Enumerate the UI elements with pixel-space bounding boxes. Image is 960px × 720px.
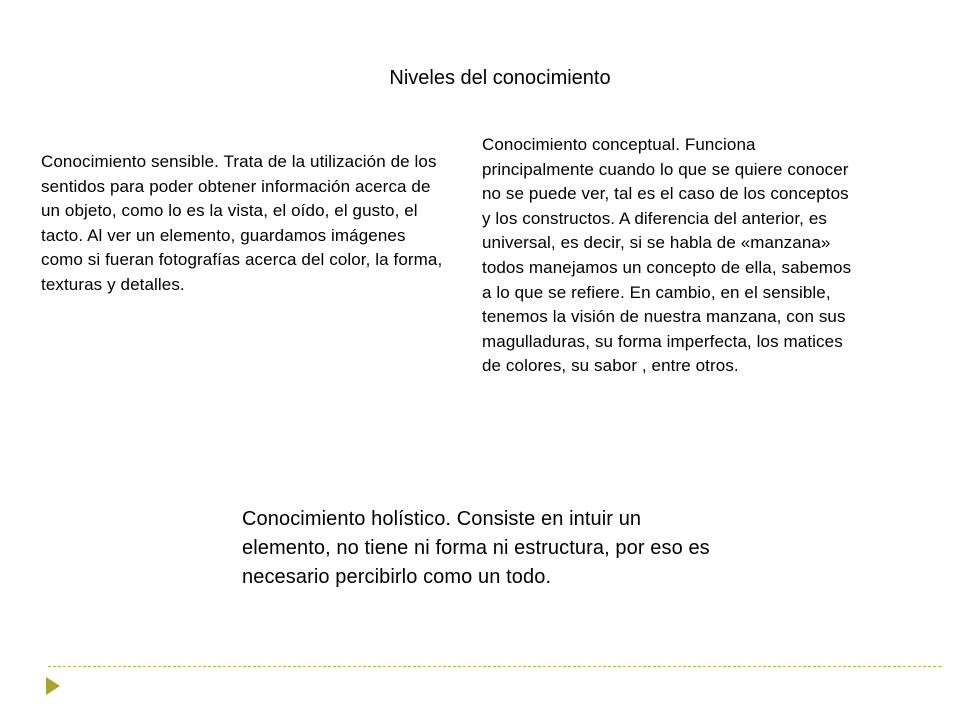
paragraph-conocimiento-conceptual: Conocimiento conceptual. Funciona principalmente cuando lo que se quiere conocer no se puede ver, tal es el caso de los conceptos y los constructos. A diferencia del anterior, es universal, es decir, si se habla de «manzana» todos manejamos un concepto de ella, sabemos a lo que se refiere. En cambio, en el sensible, tenemos la visión de nuestra manzana, con sus magulladuras, su forma imperfecta, los matices de colores, su sabor , entre otros. xyxy=(482,135,852,376)
paragraph-conocimiento-sensible: Conocimiento sensible. Trata de la utilización de los sentidos para poder obtener información acerca de un objeto, como lo es la vista, el oído, el gusto, el tacto. Al ver un elemento, guardamos imágenes como si fueran fotografías acerca del color, la forma, texturas y detalles. xyxy=(41,152,443,294)
footer-divider xyxy=(48,666,941,667)
triangle-bullet-icon xyxy=(46,677,60,695)
slide-title: Niveles del conocimiento xyxy=(389,67,611,89)
paragraph-conocimiento-holistico: Conocimiento holístico. Consiste en intuir un elemento, no tiene ni forma ni estructura, por eso es necesario percibirlo como un todo. xyxy=(242,508,710,588)
